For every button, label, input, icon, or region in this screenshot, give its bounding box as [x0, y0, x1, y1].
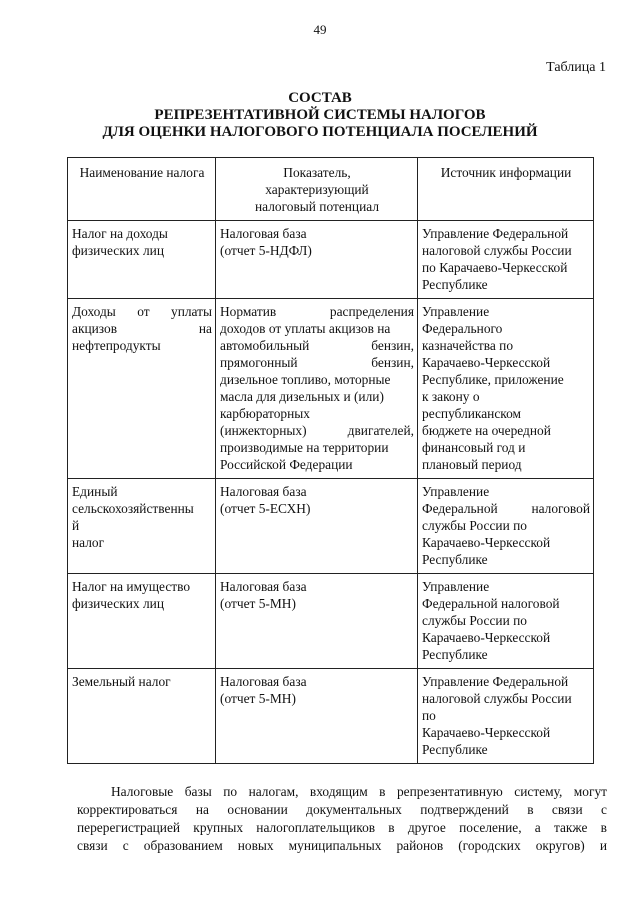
indicator-cell	[216, 669, 418, 764]
cell-line: (отчет 5-ЕСХН)	[220, 501, 311, 516]
cell-line: к закону о	[422, 389, 480, 404]
document-title	[0, 90, 640, 141]
indicator-cell	[216, 221, 418, 299]
cell-line: казначейства по	[422, 338, 514, 353]
tax-system-table	[67, 157, 594, 764]
cell-line: карбюраторных	[220, 406, 310, 421]
cell-line: Республике, приложение	[422, 372, 564, 387]
title-line: РЕПРЕЗЕНТАТИВНОЙ СИСТЕМЫ НАЛОГОВ	[154, 107, 486, 123]
indicator-cell	[216, 574, 418, 669]
paragraph-line: перерегистрацией крупных налогоплательщиков в другое поселение, а также в	[77, 820, 607, 835]
cell-line: акцизов на	[72, 321, 212, 336]
cell-line: налоговой службы России	[422, 691, 572, 706]
table-body	[68, 221, 594, 764]
cell-line: (отчет 5-НДФЛ)	[220, 243, 312, 258]
tax-name-cell	[68, 479, 216, 574]
cell-line: налог	[72, 535, 105, 550]
paragraph-line: корректироваться на основании документальных подтверждений в связи с	[77, 802, 607, 817]
cell-line: Федеральной налоговой	[422, 501, 590, 516]
cell-line: Управление Федеральной	[422, 226, 569, 241]
cell-line: Российской Федерации	[220, 457, 353, 472]
cell-line: налоговой службы России	[422, 243, 572, 258]
cell-line: Республике	[422, 647, 488, 662]
cell-line: автомобильный бензин,	[220, 338, 414, 353]
cell-line: Налоговая база	[220, 226, 307, 241]
cell-line: (отчет 5-МН)	[220, 596, 296, 611]
cell-line: Налог на имущество	[72, 579, 191, 594]
tax-name-cell	[68, 574, 216, 669]
table-row	[68, 299, 594, 479]
page-number: 49	[313, 22, 327, 37]
cell-line: Земельный налог	[72, 674, 171, 689]
source-cell	[418, 299, 594, 479]
cell-line: Управление	[422, 484, 490, 499]
source-cell	[418, 479, 594, 574]
cell-line: (отчет 5-МН)	[220, 691, 296, 706]
source-cell	[418, 221, 594, 299]
cell-line: службы России по	[422, 613, 527, 628]
cell-line: по	[422, 708, 436, 723]
cell-line: финансовый год и	[422, 440, 526, 455]
table-header-row	[68, 158, 594, 221]
cell-line: Налоговая база	[220, 674, 307, 689]
cell-line: Карачаево-Черкесской	[422, 725, 551, 740]
cell-line: Доходы от уплаты	[72, 304, 212, 319]
indicator-cell	[216, 299, 418, 479]
cell-line: Норматив распределения	[220, 304, 414, 319]
cell-line: дизельное топливо, моторные	[220, 372, 391, 387]
cell-line: республиканском	[422, 406, 522, 421]
header-line: Наименование налога	[79, 165, 205, 180]
cell-line: доходов от уплаты акцизов на	[220, 321, 391, 336]
cell-line: Республике	[422, 742, 488, 757]
header-tax-name	[68, 158, 216, 221]
cell-line: Федеральной налоговой	[422, 596, 560, 611]
cell-line: плановый период	[422, 457, 522, 472]
cell-line: физических лиц	[72, 596, 164, 611]
paragraph-line: связи с образованием новых муниципальных районов (городских округов) и	[77, 838, 607, 853]
header-line: Источник информации	[440, 165, 572, 180]
cell-line: прямогонный бензин,	[220, 355, 414, 370]
cell-line: й	[72, 518, 80, 533]
cell-line: Единый	[72, 484, 118, 499]
cell-line: нефтепродукты	[72, 338, 161, 353]
tax-name-cell	[68, 669, 216, 764]
body-paragraph	[77, 783, 607, 855]
cell-line: службы России по	[422, 518, 527, 533]
cell-line: масла для дизельных и (или)	[220, 389, 384, 404]
cell-line: Управление	[422, 579, 490, 594]
paragraph-line: Налоговые базы по налогам, входящим в репрезентативную систему, могут	[111, 784, 607, 799]
table-row	[68, 479, 594, 574]
cell-line: Карачаево-Черкесской	[422, 355, 551, 370]
table-label: Таблица 1	[546, 60, 606, 75]
table-row	[68, 221, 594, 299]
cell-line: Налоговая база	[220, 579, 307, 594]
cell-line: Республике	[422, 277, 488, 292]
header-line: Показатель,	[283, 165, 351, 180]
cell-line: (инжекторных) двигателей,	[220, 423, 414, 438]
cell-line: физических лиц	[72, 243, 164, 258]
cell-line: Налог на доходы	[72, 226, 168, 241]
indicator-cell	[216, 479, 418, 574]
title-line: ДЛЯ ОЦЕНКИ НАЛОГОВОГО ПОТЕНЦИАЛА ПОСЕЛЕНИЙ	[102, 124, 538, 140]
cell-line: бюджете на очередной	[422, 423, 551, 438]
cell-line: Управление Федеральной	[422, 674, 569, 689]
cell-line: Налоговая база	[220, 484, 307, 499]
cell-line: Карачаево-Черкесской	[422, 630, 551, 645]
cell-line: Федерального	[422, 321, 503, 336]
source-cell	[418, 669, 594, 764]
cell-line: Республике	[422, 552, 488, 567]
cell-line: производимые на территории	[220, 440, 389, 455]
header-line: налоговый потенциал	[254, 199, 379, 214]
header-indicator	[216, 158, 418, 221]
tax-name-cell	[68, 221, 216, 299]
source-cell	[418, 574, 594, 669]
cell-line: сельскохозяйственны	[72, 501, 194, 516]
cell-line: по Карачаево-Черкесской	[422, 260, 568, 275]
cell-line: Управление	[422, 304, 490, 319]
tax-name-cell	[68, 299, 216, 479]
title-line: СОСТАВ	[288, 90, 352, 106]
header-line: характеризующий	[265, 182, 369, 197]
table-row	[68, 669, 594, 764]
header-source	[418, 158, 594, 221]
cell-line: Карачаево-Черкесской	[422, 535, 551, 550]
table-row	[68, 574, 594, 669]
